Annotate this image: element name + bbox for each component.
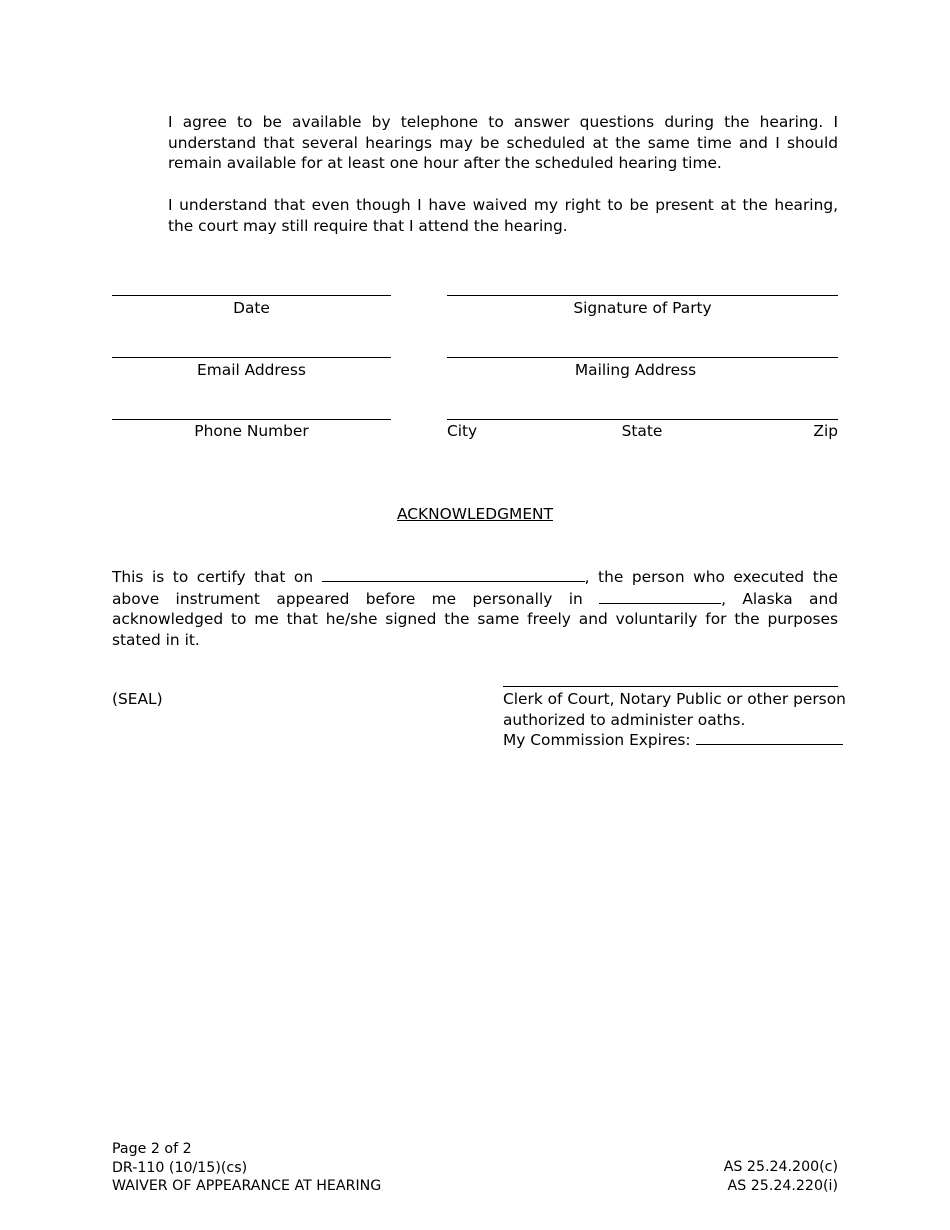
phone-field-line[interactable] [112, 419, 391, 420]
signature-label: Signature of Party [573, 299, 712, 317]
court-attendance-paragraph: I understand that even though I have waived my right to be present at the hearing, the court may still require that I attend the hearing. [168, 196, 838, 235]
seal-label: (SEAL) [112, 690, 163, 708]
location-blank[interactable] [599, 588, 721, 604]
form-number: DR-110 (10/15)(cs) [112, 1159, 248, 1176]
commission-expiry-blank[interactable] [696, 730, 843, 745]
clerk-block [503, 689, 846, 751]
footer-right [724, 1158, 838, 1195]
phone-label: Phone Number [194, 422, 309, 440]
city-label: City [447, 422, 478, 440]
clerk-signature-line[interactable] [503, 686, 838, 687]
signature-field-line[interactable] [447, 295, 838, 296]
acknowledgment-heading [0, 504, 950, 525]
date-label: Date [233, 299, 270, 317]
acknowledgment-heading-text: ACKNOWLEDGMENT [397, 505, 553, 523]
state-label: State [621, 422, 663, 440]
date-field-line[interactable] [112, 295, 391, 296]
date-of-appearance-blank[interactable] [322, 566, 585, 582]
acknowledgment-paragraph [112, 566, 838, 650]
commission-row [503, 730, 843, 751]
clerk-title-line-1: Clerk of Court, Notary Public or other person [503, 690, 846, 708]
form-title: WAIVER OF APPEARANCE AT HEARING [112, 1178, 382, 1194]
mailing-address-label: Mailing Address [574, 361, 697, 379]
mailing-address-field-line[interactable] [447, 357, 838, 358]
telephone-availability-paragraph: I agree to be available by telephone to answer questions during the hearing. I understand that several hearings may be scheduled at the same time and I should remain available for at least one hour after the scheduled hearing time. [168, 113, 838, 172]
footer-left [112, 1140, 381, 1196]
statute-reference-1: AS 25.24.200(c) [723, 1159, 838, 1175]
ack-text-1: This is to certify that on [112, 568, 314, 586]
commission-label: My Commission Expires: [503, 731, 691, 749]
email-label: Email Address [197, 361, 306, 379]
email-field-line[interactable] [112, 357, 391, 358]
ack-text-2: , the person who executed the above instrument appeared before me personally in [112, 568, 838, 608]
page-number: Page 2 of 2 [112, 1141, 192, 1157]
ack-text-3: , Alaska and acknowledged to me that he/she signed the same freely and voluntarily for the purposes stated in it. [112, 589, 838, 649]
city-state-zip-field-line[interactable] [447, 419, 838, 420]
zip-label: Zip [813, 422, 838, 440]
clerk-title-line-2: authorized to administer oaths. [503, 710, 746, 729]
statute-reference-2: AS 25.24.220(i) [727, 1177, 838, 1194]
